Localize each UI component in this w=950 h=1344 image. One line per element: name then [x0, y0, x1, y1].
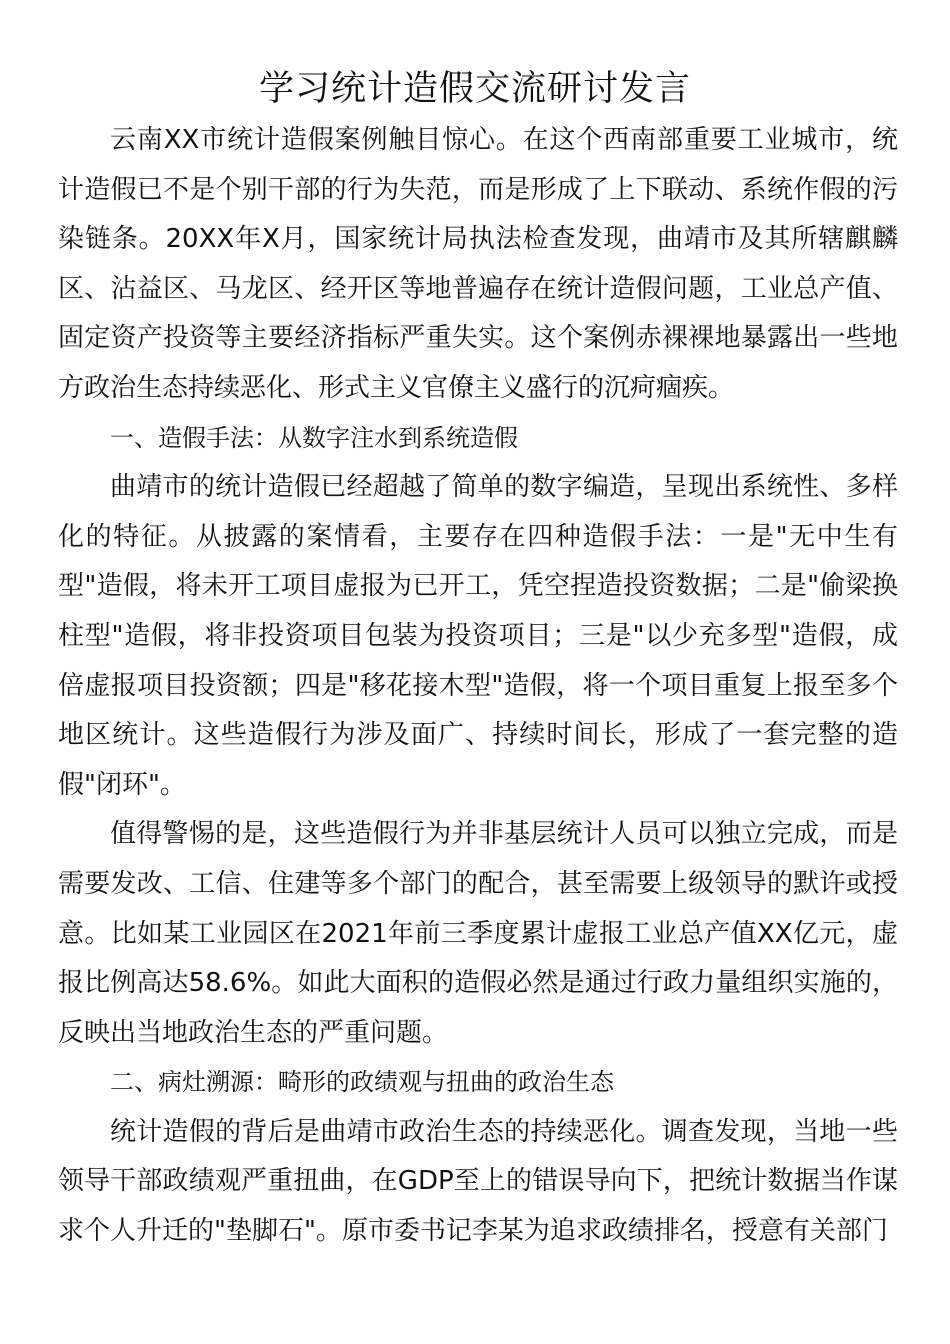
document-title: 学习统计造假交流研讨发言: [258, 69, 691, 109]
section-heading-2: 二、病灶溯源：畸形的政绩观与扭曲的政治生态: [110, 1068, 614, 1097]
paragraph-intro: 云南XX市统计造假案例触目惊心。在这个西南部重要工业城市，统计造假已不是个别干部的行为失范，而是形成了上下联动、系统作假的污染链条。20XX年X月，国家统计局执法检查发现，曲靖市及其所辖麒麟区、沾益区、马龙区、经开区等地普遍存在统计造假问题，工业总产值、固定资产投资等主要经济指标严重失实。这个案例赤裸裸地暴露出一些地方政治生态持续恶化、形式主义官僚主义盛行的沉疴痼疾。: [58, 125, 898, 403]
paragraph-warning: 值得警惕的是，这些造假行为并非基层统计人员可以独立完成，而是需要发改、工信、住建等多个部门的配合，甚至需要上级领导的默许或授意。比如某工业园区在2021年前三季度累计虚报工业总产值XX亿元，虚报比例高达58.6%。如此大面积的造假必然是通过行政力量组织实施的，反映出当地政治生态的严重问题。: [58, 819, 898, 1048]
section-heading-1: 一、造假手法：从数字注水到系统造假: [110, 423, 518, 452]
paragraph-root-cause: 统计造假的背后是曲靖市政治生态的持续恶化。调查发现，当地一些领导干部政绩观严重扭曲，在GDP至上的错误导向下，把统计数据当作谋求个人升迁的"垫脚石"。原市委书记李某为追求政绩排名，授意有关部门: [58, 1116, 898, 1247]
document-body: [58, 116, 898, 1257]
paragraph-methods: 曲靖市的统计造假已经超越了简单的数字编造，呈现出系统性、多样化的特征。从披露的案情看，主要存在四种造假手法：一是"无中生有型"造假，将未开工项目虚报为已开工，凭空捏造投资数据；二是"偷梁换柱型"造假，将非投资项目包装为投资项目；三是"以少充多型"造假，成倍虚报项目投资额；四是"移花接木型"造假，将一个项目重复上报至多个地区统计。这些造假行为涉及面广、持续时间长，形成了一套完整的造假"闭环"。: [58, 472, 898, 800]
